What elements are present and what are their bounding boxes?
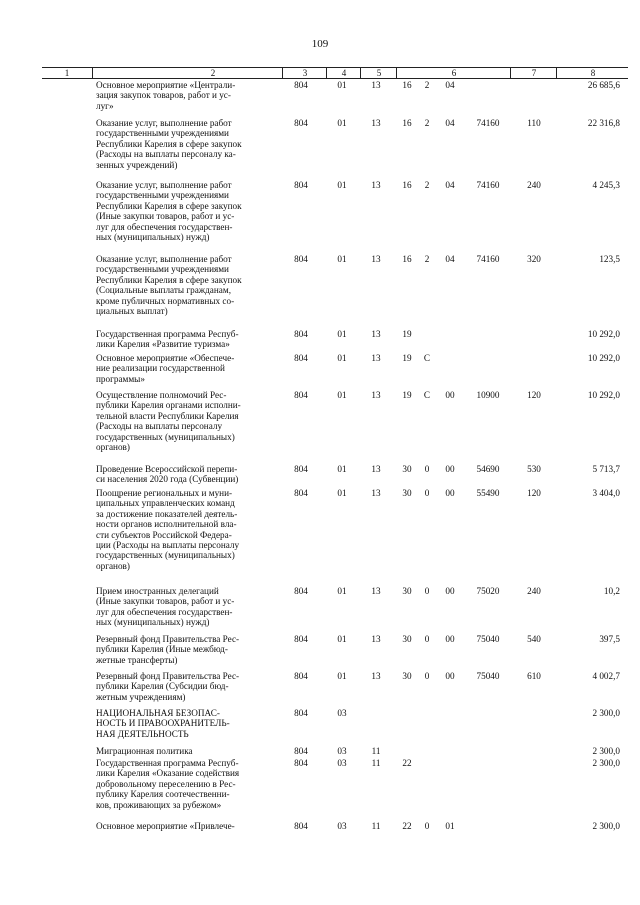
column-header-4: 4 [326,68,361,78]
cell-event: 00 [445,390,455,400]
cell-event: 00 [445,488,455,498]
cell-ministry: 804 [294,758,308,768]
cell-section: 01 [337,80,347,90]
cell-ministry: 804 [294,821,308,831]
cell-event: 00 [445,671,455,681]
cell-event: 00 [445,464,455,474]
cell-amount: 10 292,0 [587,390,620,400]
cell-ministry: 804 [294,746,308,756]
cell-ministry: 804 [294,353,308,363]
row-description: НАЦИОНАЛЬНАЯ БЕЗОПАС- НОСТЬ И ПРАВООХРАНИТЕЛЬ- НАЯ ДЕЯТЕЛЬНОСТЬ [96,708,230,739]
cell-subprogram: 2 [424,180,430,190]
cell-subprogram: 0 [424,821,430,831]
cell-direction: 75040 [476,634,500,644]
cell-amount: 123,5 [599,254,620,264]
cell-section: 01 [337,180,347,190]
cell-direction: 54690 [476,464,500,474]
cell-section: 03 [337,746,347,756]
row-description: Осуществление полномочий Рес- публики Карелия органами исполни- тельной власти Республики Карелия (Расходы на выплаты персоналу государственных (муниципальных) органов) [96,390,241,453]
cell-subsection: 13 [371,353,381,363]
cell-event: 04 [445,118,455,128]
cell-subprogram: 2 [424,118,430,128]
column-header-7: 7 [510,68,557,78]
cell-program: 16 [402,254,412,264]
cell-subsection: 13 [371,634,381,644]
cell-ministry: 804 [294,118,308,128]
cell-expense-type: 120 [527,390,541,400]
cell-section: 01 [337,254,347,264]
column-header-5: 5 [360,68,397,78]
cell-ministry: 804 [294,634,308,644]
cell-section: 01 [337,118,347,128]
row-description: Оказание услуг, выполнение работ государственными учреждениями Республики Карелия в сфере закупок (Расходы на выплаты персоналу ка- зенных учреждений) [96,118,242,170]
cell-amount: 10 292,0 [587,353,620,363]
cell-amount: 4 245,3 [592,180,620,190]
cell-ministry: 804 [294,464,308,474]
table-header [42,67,628,79]
cell-direction: 74160 [476,180,500,190]
cell-expense-type: 320 [527,254,541,264]
row-description: Основное мероприятие «Централи- зация закупок товаров, работ и ус- луг» [96,80,236,111]
cell-event: 04 [445,180,455,190]
cell-subsection: 13 [371,329,381,339]
cell-direction: 10900 [476,390,500,400]
row-description: Государственная программа Респуб- лики Карелия «Развитие туризма» [96,329,239,350]
cell-ministry: 804 [294,80,308,90]
cell-program: 30 [402,586,412,596]
cell-expense-type: 530 [527,464,541,474]
cell-program: 22 [402,758,412,768]
cell-program: 16 [402,180,412,190]
cell-amount: 5 713,7 [592,464,620,474]
cell-direction: 75020 [476,586,500,596]
cell-program: 30 [402,671,412,681]
cell-subprogram: 0 [424,586,430,596]
cell-ministry: 804 [294,708,308,718]
cell-program: 30 [402,488,412,498]
cell-direction: 74160 [476,254,500,264]
cell-amount: 10,2 [603,586,620,596]
cell-event: 00 [445,586,455,596]
cell-ministry: 804 [294,390,308,400]
cell-amount: 2 300,0 [592,746,620,756]
cell-direction: 74160 [476,118,500,128]
row-description: Государственная программа Респуб- лики Карелия «Оказание содействия добровольному переселению в Рес- публику Карелия соотечественни- ков, проживающих за рубежом» [96,758,240,810]
cell-subprogram: С [423,390,431,400]
cell-subsection: 13 [371,586,381,596]
cell-section: 03 [337,758,347,768]
cell-subprogram: 0 [424,634,430,644]
row-description: Оказание услуг, выполнение работ государственными учреждениями Республики Карелия в сфере закупок (Иные закупки товаров, работ и ус- луг для обеспечения государствен- ных (муниципальных) нужд) [96,180,242,243]
cell-program: 19 [402,390,412,400]
cell-section: 03 [337,821,347,831]
cell-amount: 2 300,0 [592,708,620,718]
column-header-1: 1 [64,68,70,78]
column-header-6: 6 [396,68,511,78]
cell-program: 22 [402,821,412,831]
cell-program: 16 [402,80,412,90]
cell-amount: 397,5 [599,634,620,644]
cell-program: 30 [402,634,412,644]
cell-amount: 22 316,8 [587,118,620,128]
cell-section: 01 [337,390,347,400]
cell-section: 01 [337,671,347,681]
cell-ministry: 804 [294,180,308,190]
row-description: Основное мероприятие «Обеспече- ние реализации государственной программы» [96,353,235,384]
column-header-2: 2 [92,68,333,78]
cell-subsection: 13 [371,254,381,264]
cell-section: 01 [337,329,347,339]
cell-event: 04 [445,254,455,264]
row-description: Резервный фонд Правительства Рес- публики Карелия (Субсидии бюд- жетным учреждениям) [96,671,240,702]
cell-expense-type: 240 [527,180,541,190]
row-description: Прием иностранных делегаций (Иные закупки товаров, работ и ус- луг для обеспечения государствен- ных (муниципальных) нужд) [96,586,235,628]
cell-subprogram: 0 [424,488,430,498]
cell-subsection: 13 [371,464,381,474]
cell-section: 01 [337,586,347,596]
cell-expense-type: 240 [527,586,541,596]
cell-expense-type: 110 [527,118,541,128]
cell-program: 19 [402,353,412,363]
column-header-3: 3 [282,68,327,78]
cell-subprogram: 0 [424,464,430,474]
row-description: Проведение Всероссийской перепи- си населения 2020 года (Субвенции) [96,464,239,485]
column-header-8: 8 [556,68,629,78]
row-description: Оказание услуг, выполнение работ государственными учреждениями Республики Карелия в сфере закупок (Социальные выплаты гражданам, кроме публичных нормативных со- циальных выплат) [96,254,242,317]
cell-subprogram: 2 [424,80,430,90]
cell-subsection: 11 [371,746,381,756]
cell-program: 16 [402,118,412,128]
cell-section: 03 [337,708,347,718]
cell-program: 30 [402,464,412,474]
cell-section: 01 [337,634,347,644]
cell-expense-type: 610 [527,671,541,681]
cell-subsection: 11 [371,758,381,768]
page-number: 109 [311,38,329,50]
cell-subprogram: С [423,353,431,363]
cell-amount: 2 300,0 [592,758,620,768]
cell-event: 01 [445,821,455,831]
cell-amount: 2 300,0 [592,821,620,831]
cell-amount: 26 685,6 [587,80,620,90]
cell-amount: 3 404,0 [592,488,620,498]
cell-expense-type: 540 [527,634,541,644]
cell-ministry: 804 [294,329,308,339]
cell-section: 01 [337,464,347,474]
cell-subsection: 13 [371,671,381,681]
cell-event: 04 [445,80,455,90]
cell-subsection: 13 [371,390,381,400]
cell-ministry: 804 [294,671,308,681]
cell-expense-type: 120 [527,488,541,498]
cell-subsection: 13 [371,488,381,498]
cell-ministry: 804 [294,254,308,264]
cell-amount: 10 292,0 [587,329,620,339]
cell-ministry: 804 [294,488,308,498]
cell-direction: 75040 [476,671,500,681]
cell-subsection: 13 [371,80,381,90]
cell-direction: 55490 [476,488,500,498]
row-description: Резервный фонд Правительства Рес- публики Карелия (Иные межбюд- жетные трансферты) [96,634,240,665]
row-description: Поощрение региональных и муни- ципальных управленческих команд за достижение показателей деятель- ности органов исполнительной вла- сти субъектов Российской Федера- ции (Расходы на выплаты персоналу государственных (муниципальных) органов) [96,488,240,571]
cell-amount: 4 002,7 [592,671,620,681]
row-description: Миграционная политика [96,746,193,756]
cell-subsection: 11 [371,821,381,831]
cell-subsection: 13 [371,180,381,190]
cell-section: 01 [337,488,347,498]
cell-program: 19 [402,329,412,339]
cell-event: 00 [445,634,455,644]
cell-section: 01 [337,353,347,363]
cell-subprogram: 2 [424,254,430,264]
row-description: Основное мероприятие «Привлече- [96,821,235,831]
cell-subprogram: 0 [424,671,430,681]
cell-subsection: 13 [371,118,381,128]
cell-ministry: 804 [294,586,308,596]
